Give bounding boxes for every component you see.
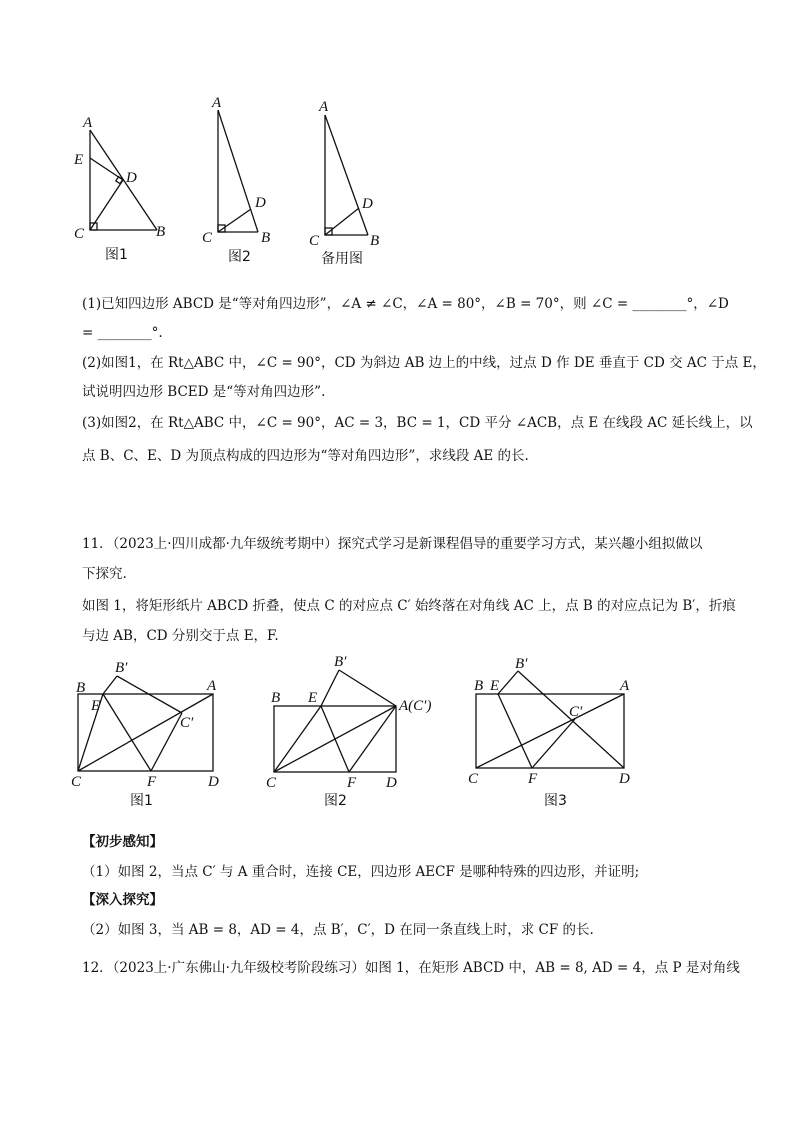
label-a: A [83, 115, 93, 131]
figure-caption: 图2 [228, 249, 251, 265]
segment-bpa [339, 670, 396, 706]
label-d: D [255, 195, 266, 211]
label-c: C [468, 771, 479, 787]
label-e: E [308, 690, 318, 706]
segment-bpe [103, 676, 117, 694]
q10-part1-line1: (1)已知四边形 ABCD 是“等对角四边形”，∠A ≠ ∠C，∠A = 80°，∠B = 70°，则 ∠C = ________°，∠D [82, 296, 729, 312]
label-e: E [91, 698, 101, 714]
section2-question: （2）如图 3，当 AB = 8，AD = 4，点 B′，C′，D 在同一条直线上时，求 CF 的长. [82, 922, 594, 938]
q10-part1-line2: = ________°. [82, 325, 163, 341]
figure-2-top [200, 90, 300, 270]
fold-crease-ef [103, 694, 151, 771]
label-b-prime: B′ [334, 654, 347, 670]
q11-line1: 11．（2023上·四川成都·九年级统考期中）探究式学习是新课程倡导的重要学习方式，某兴趣小组拟做以 [82, 536, 703, 552]
label-b: B [271, 690, 281, 706]
label-b-prime: B′ [115, 660, 128, 676]
segment-ce [274, 706, 321, 772]
figure-caption: 备用图 [321, 251, 363, 267]
figure-3-mid [462, 652, 662, 812]
label-f: F [347, 775, 357, 791]
q12-line1: 12．（2023上·广东佛山·九年级校考阶段练习）如图 1，在矩形 ABCD 中，AB = 8, AD = 4，点 P 是对角线 [82, 960, 740, 976]
section1-question: （1）如图 2，当点 C′ 与 A 重合时，连接 CE，四边形 AECF 是哪种特殊的四边形，并证明; [82, 864, 640, 880]
q10-part3-line2: 点 B、C、E、D 为顶点构成的四边形为“等对角四边形”，求线段 AE 的长. [82, 448, 529, 464]
label-a-cprime: A(C′) [399, 698, 432, 714]
label-d: D [386, 775, 397, 791]
label-a: A [319, 99, 329, 115]
label-d: D [126, 170, 137, 186]
figure-2-mid [262, 648, 452, 812]
label-c-prime: C′ [569, 704, 583, 720]
segment-ebp [321, 670, 339, 706]
label-c: C [74, 226, 85, 242]
figure-caption: 图2 [324, 793, 347, 809]
figure-caption: 图3 [544, 793, 567, 809]
segment-ab [218, 110, 258, 232]
segment-cpf [151, 713, 182, 771]
q10-part2-line2: 试说明四边形 BCED 是“等对角四边形”. [82, 384, 326, 400]
segment-fcp [532, 719, 575, 768]
label-c: C [71, 774, 82, 790]
section-deep-exploration-title: 【深入探究】 [82, 892, 163, 908]
segment-cd [325, 208, 359, 235]
label-a: A [207, 678, 217, 694]
label-f: F [528, 771, 538, 787]
figure-1-top [60, 100, 190, 270]
figure-caption: 图1 [130, 793, 153, 809]
segment-cd [218, 209, 251, 232]
section-initial-perception-title: 【初步感知】 [82, 834, 163, 850]
q11-line3: 如图 1，将矩形纸片 ABCD 折叠，使点 C 的对应点 C′ 始终落在对角线 AC 上，点 B 的对应点记为 B′，折痕 [82, 598, 736, 614]
label-b: B [156, 224, 166, 240]
label-c-prime: C′ [180, 715, 194, 731]
label-e: E [490, 678, 500, 694]
figure-3-top [305, 95, 415, 270]
fold-crease-ef [321, 706, 349, 772]
segment-ab [325, 115, 368, 235]
label-b: B [474, 678, 484, 694]
label-c: C [266, 775, 277, 791]
q11-line4: 与边 AB，CD 分别交于点 E，F. [82, 628, 279, 644]
q10-part2-line1: (2)如图1，在 Rt△ABC 中，∠C = 90°，CD 为斜边 AB 边上的中线，过点 D 作 DE 垂直于 CD 交 AC 于点 E， [82, 355, 766, 371]
q11-line2: 下探究. [82, 566, 127, 582]
label-a: A [212, 95, 222, 111]
label-d: D [208, 774, 219, 790]
label-b-prime: B′ [515, 656, 528, 672]
label-b: B [76, 680, 86, 696]
q10-part3-line1: (3)如图2，在 Rt△ABC 中，∠C = 90°，AC = 3，BC = 1，CD 平分 ∠ACB，点 E 在线段 AC 延长线上，以 [82, 415, 753, 431]
figure-caption: 图1 [105, 247, 128, 263]
label-d: D [619, 771, 630, 787]
label-c: C [309, 233, 320, 249]
segment-fa [349, 706, 396, 772]
label-a: A [620, 678, 630, 694]
label-f: F [147, 774, 157, 790]
figure-1-mid [62, 652, 242, 812]
segment-ebp [498, 671, 518, 694]
fold-crease-ef [498, 694, 532, 768]
label-b: B [370, 233, 380, 249]
label-b: B [261, 230, 271, 246]
label-d: D [362, 196, 373, 212]
diagonal-ca [476, 694, 624, 768]
label-c: C [202, 230, 213, 246]
label-e: E [74, 152, 84, 168]
